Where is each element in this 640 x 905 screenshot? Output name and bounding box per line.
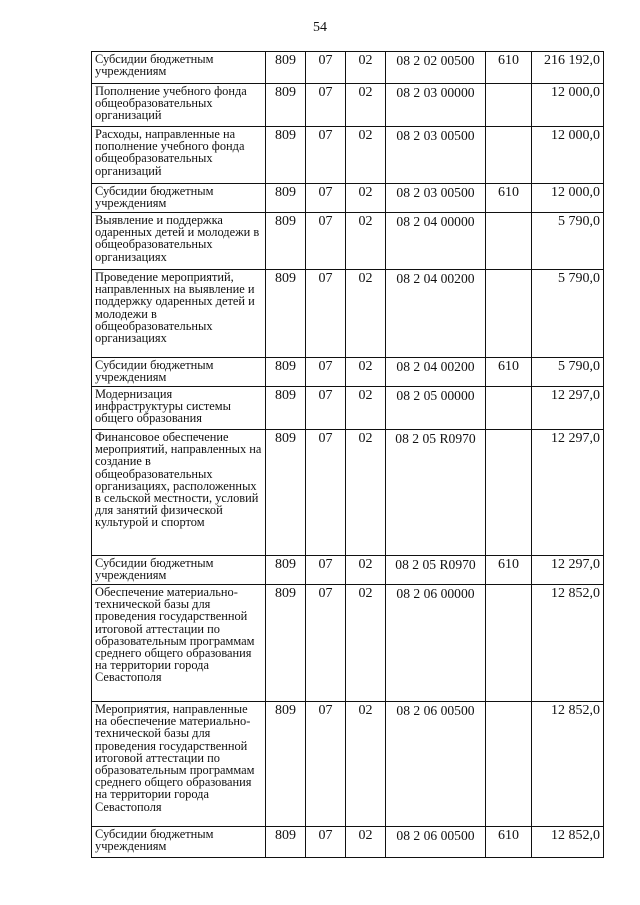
table-row	[92, 213, 604, 270]
amount-cell: 5 790,0	[532, 358, 604, 387]
expense-type-cell	[486, 387, 532, 430]
subsection-code-cell: 02	[346, 556, 386, 585]
table-row	[92, 84, 604, 127]
expense-name-cell: Субсидии бюджетным учреждениям	[92, 556, 266, 585]
target-article-cell: 08 2 04 00000	[386, 213, 486, 270]
subsection-code-cell: 02	[346, 702, 386, 827]
table-row	[92, 702, 604, 827]
expense-name-cell: Расходы, направленные на пополнение учебного фонда общеобразовательных организаций	[92, 127, 266, 184]
subsection-code-cell: 02	[346, 585, 386, 702]
section-code-cell: 07	[306, 270, 346, 358]
table-row	[92, 556, 604, 585]
section-code-cell: 07	[306, 127, 346, 184]
amount-cell: 12 297,0	[532, 556, 604, 585]
ministry-code-cell: 809	[266, 84, 306, 127]
ministry-code-cell: 809	[266, 184, 306, 213]
subsection-code-cell: 02	[346, 827, 386, 858]
budget-table-body	[92, 52, 604, 858]
expense-type-cell	[486, 585, 532, 702]
subsection-code-cell: 02	[346, 184, 386, 213]
expense-type-cell: 610	[486, 827, 532, 858]
amount-cell: 12 000,0	[532, 127, 604, 184]
expense-name-cell: Пополнение учебного фонда общеобразовательных организаций	[92, 84, 266, 127]
ministry-code-cell: 809	[266, 827, 306, 858]
section-code-cell: 07	[306, 430, 346, 556]
amount-cell: 12 852,0	[532, 585, 604, 702]
table-row	[92, 827, 604, 858]
expense-name-cell: Выявление и поддержка одаренных детей и молодежи в общеобразовательных организациях	[92, 213, 266, 270]
section-code-cell: 07	[306, 213, 346, 270]
subsection-code-cell: 02	[346, 430, 386, 556]
section-code-cell: 07	[306, 585, 346, 702]
amount-cell: 216 192,0	[532, 52, 604, 84]
section-code-cell: 07	[306, 702, 346, 827]
amount-cell: 12 000,0	[532, 184, 604, 213]
expense-type-cell: 610	[486, 556, 532, 585]
ministry-code-cell: 809	[266, 556, 306, 585]
section-code-cell: 07	[306, 556, 346, 585]
table-row	[92, 585, 604, 702]
target-article-cell: 08 2 06 00500	[386, 702, 486, 827]
page-number: 54	[313, 20, 327, 35]
expense-name-cell: Обеспечение материально-технической базы для проведения государственной итоговой аттестации по образовательным программам среднего общего образования на территории города Севастополя	[92, 585, 266, 702]
expense-name-cell: Субсидии бюджетным учреждениям	[92, 827, 266, 858]
expense-type-cell	[486, 270, 532, 358]
expense-name-cell: Мероприятия, направленные на обеспечение материально-технической базы для проведения государственной итоговой аттестации по образовательным программам среднего общего образования на территории города Севастополя	[92, 702, 266, 827]
table-row	[92, 184, 604, 213]
ministry-code-cell: 809	[266, 213, 306, 270]
expense-name-cell: Субсидии бюджетным учреждениям	[92, 358, 266, 387]
amount-cell: 12 297,0	[532, 387, 604, 430]
target-article-cell: 08 2 05 R0970	[386, 556, 486, 585]
subsection-code-cell: 02	[346, 387, 386, 430]
expense-type-cell: 610	[486, 358, 532, 387]
section-code-cell: 07	[306, 184, 346, 213]
budget-table	[91, 51, 604, 858]
expense-type-cell: 610	[486, 184, 532, 213]
expense-name-cell: Субсидии бюджетным учреждениям	[92, 52, 266, 84]
expense-name-cell: Проведение мероприятий, направленных на выявление и поддержку одаренных детей и молодежи в общеобразовательных организациях	[92, 270, 266, 358]
subsection-code-cell: 02	[346, 127, 386, 184]
ministry-code-cell: 809	[266, 127, 306, 184]
target-article-cell: 08 2 06 00000	[386, 585, 486, 702]
subsection-code-cell: 02	[346, 358, 386, 387]
target-article-cell: 08 2 04 00200	[386, 358, 486, 387]
target-article-cell: 08 2 03 00500	[386, 127, 486, 184]
table-row	[92, 270, 604, 358]
amount-cell: 5 790,0	[532, 270, 604, 358]
section-code-cell: 07	[306, 84, 346, 127]
target-article-cell: 08 2 02 00500	[386, 52, 486, 84]
section-code-cell: 07	[306, 52, 346, 84]
target-article-cell: 08 2 03 00000	[386, 84, 486, 127]
table-row	[92, 52, 604, 84]
table-row	[92, 127, 604, 184]
subsection-code-cell: 02	[346, 52, 386, 84]
ministry-code-cell: 809	[266, 358, 306, 387]
target-article-cell: 08 2 05 00000	[386, 387, 486, 430]
amount-cell: 5 790,0	[532, 213, 604, 270]
expense-name-cell: Финансовое обеспечение мероприятий, направленных на создание в общеобразовательных организациях, расположенных в сельской местности, условий для занятий физической культурой и спортом	[92, 430, 266, 556]
subsection-code-cell: 02	[346, 270, 386, 358]
expense-type-cell	[486, 430, 532, 556]
ministry-code-cell: 809	[266, 702, 306, 827]
section-code-cell: 07	[306, 827, 346, 858]
table-row	[92, 387, 604, 430]
expense-name-cell: Субсидии бюджетным учреждениям	[92, 184, 266, 213]
amount-cell: 12 852,0	[532, 702, 604, 827]
amount-cell: 12 000,0	[532, 84, 604, 127]
ministry-code-cell: 809	[266, 585, 306, 702]
section-code-cell: 07	[306, 358, 346, 387]
ministry-code-cell: 809	[266, 270, 306, 358]
expense-type-cell	[486, 702, 532, 827]
expense-type-cell	[486, 84, 532, 127]
ministry-code-cell: 809	[266, 52, 306, 84]
section-code-cell: 07	[306, 387, 346, 430]
expense-type-cell: 610	[486, 52, 532, 84]
subsection-code-cell: 02	[346, 213, 386, 270]
target-article-cell: 08 2 06 00500	[386, 827, 486, 858]
table-row	[92, 358, 604, 387]
expense-type-cell	[486, 127, 532, 184]
amount-cell: 12 297,0	[532, 430, 604, 556]
target-article-cell: 08 2 03 00500	[386, 184, 486, 213]
ministry-code-cell: 809	[266, 430, 306, 556]
table-row	[92, 430, 604, 556]
amount-cell: 12 852,0	[532, 827, 604, 858]
ministry-code-cell: 809	[266, 387, 306, 430]
target-article-cell: 08 2 04 00200	[386, 270, 486, 358]
expense-name-cell: Модернизация инфраструктуры системы общего образования	[92, 387, 266, 430]
target-article-cell: 08 2 05 R0970	[386, 430, 486, 556]
expense-type-cell	[486, 213, 532, 270]
subsection-code-cell: 02	[346, 84, 386, 127]
